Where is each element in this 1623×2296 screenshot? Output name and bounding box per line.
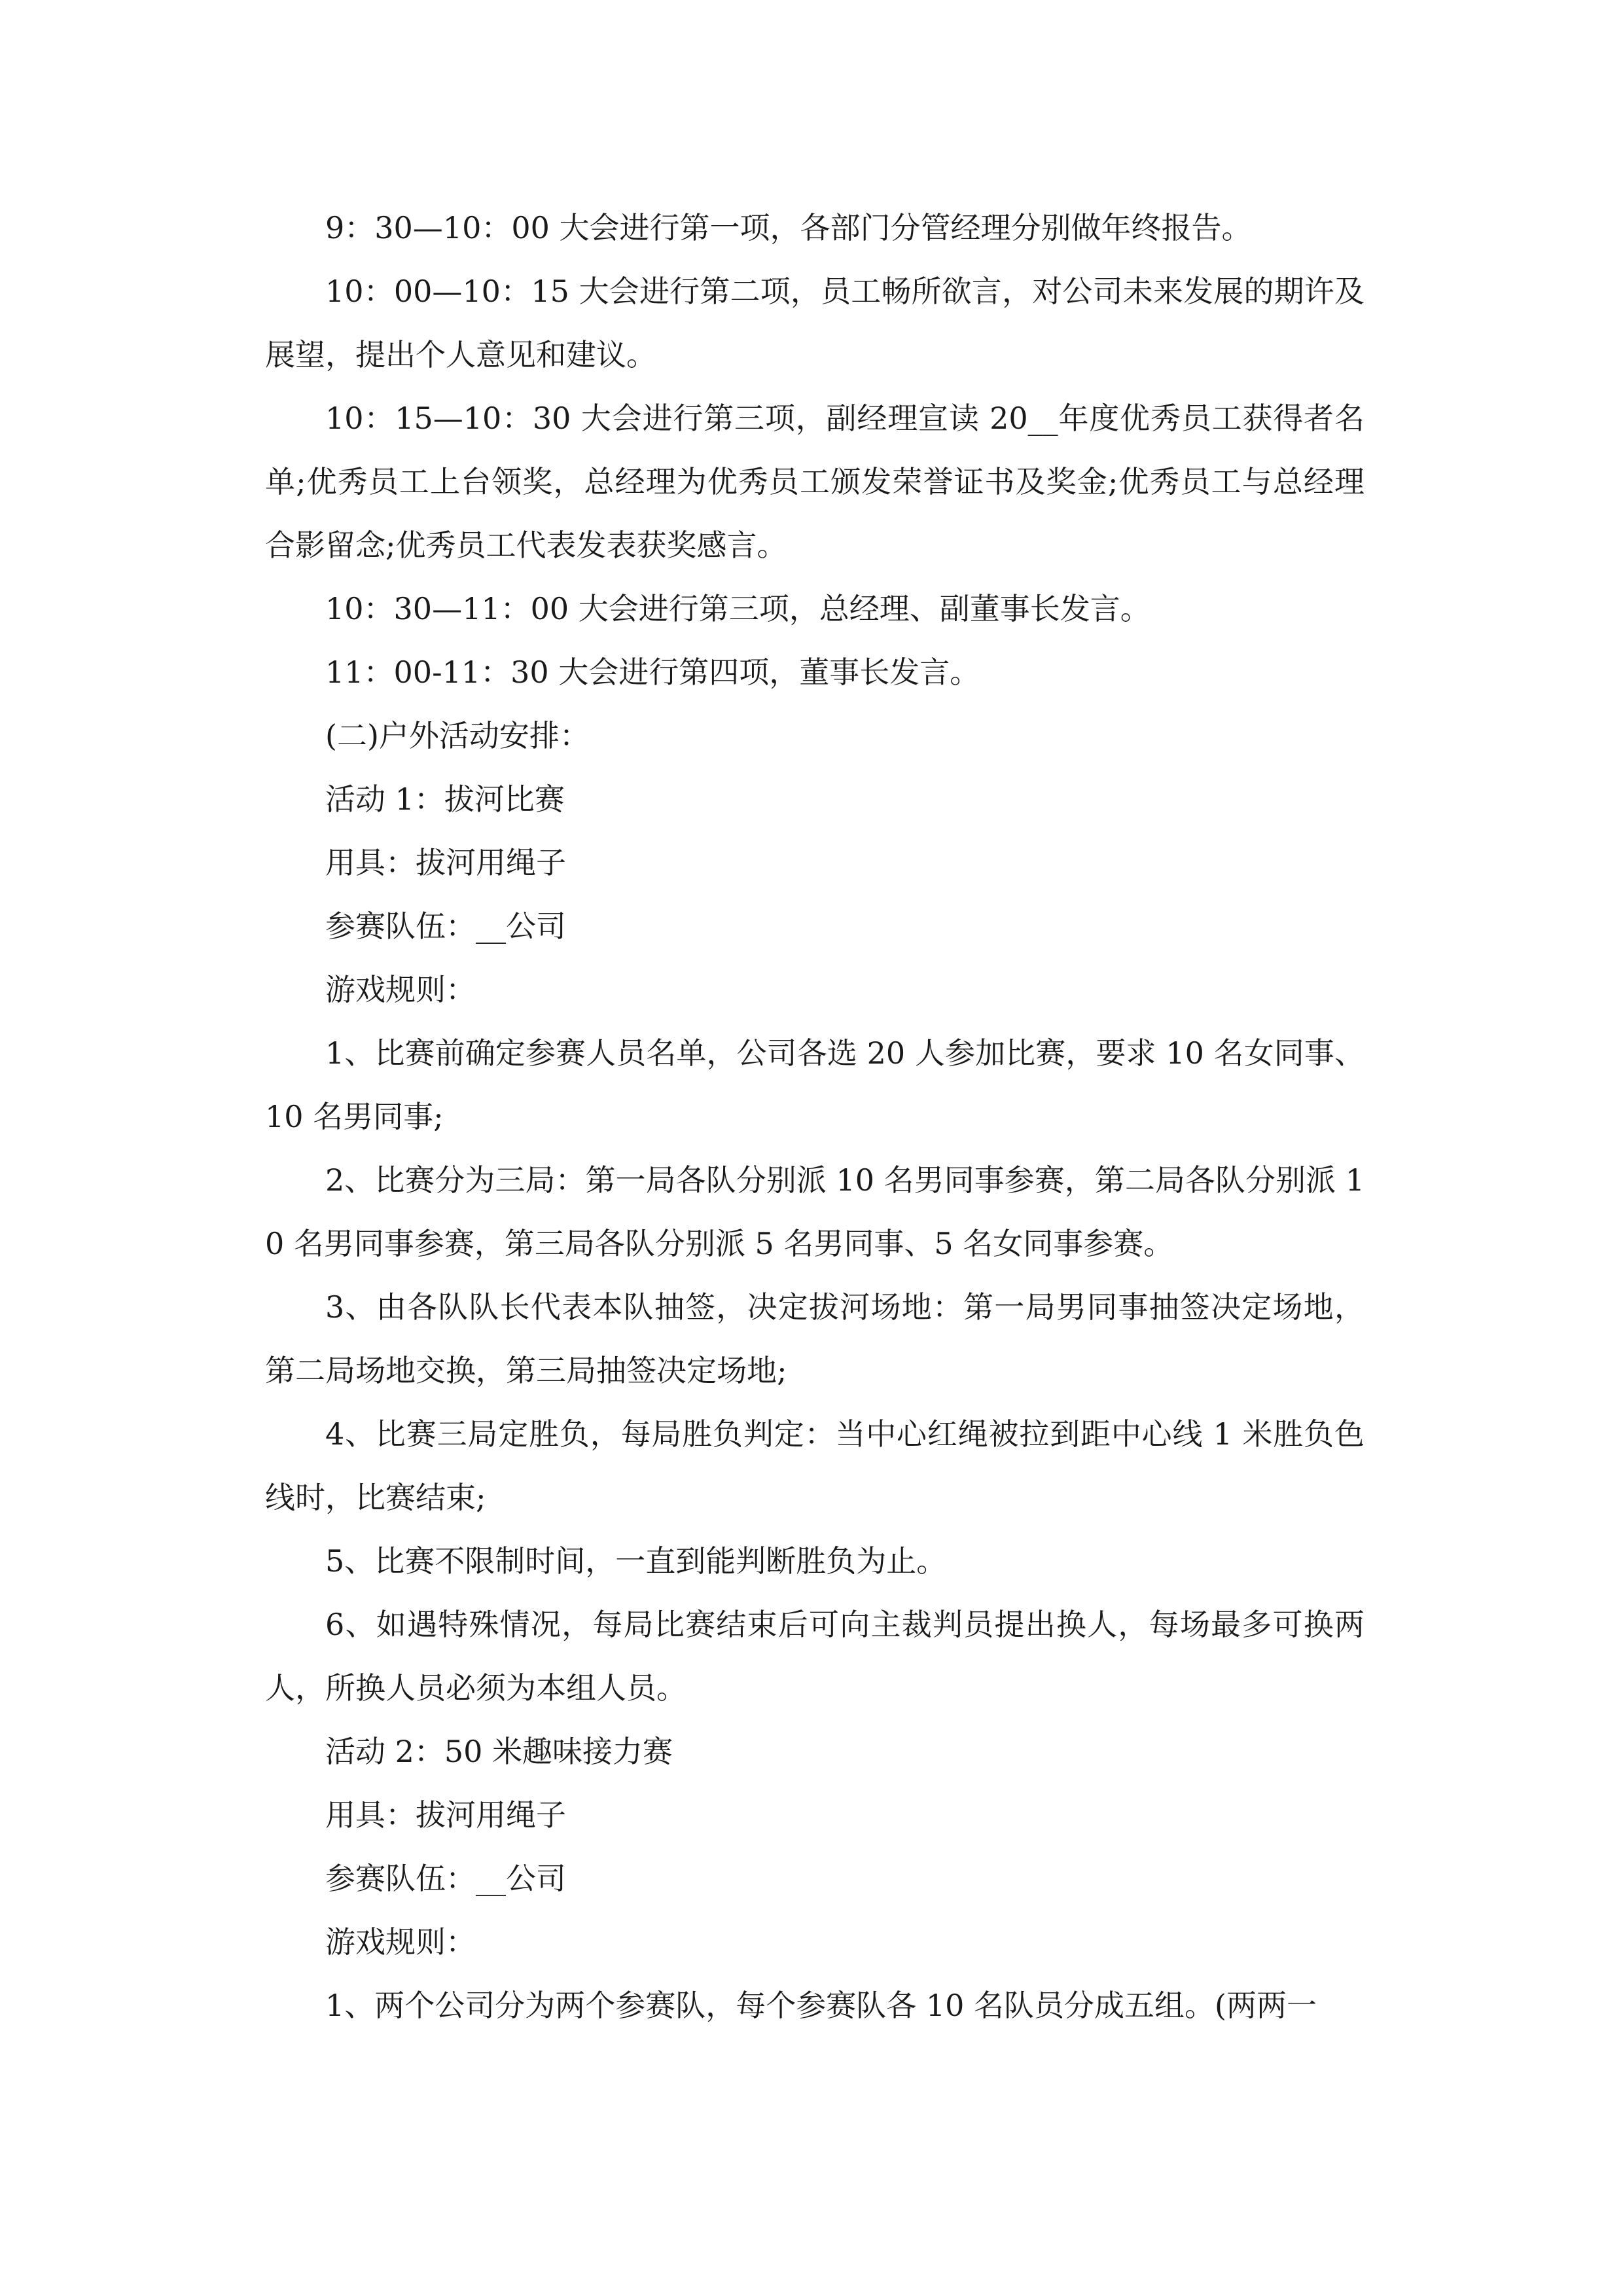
document-body <box>265 196 1364 2037</box>
activity-2-equipment: 用具：拔河用绳子 <box>325 1797 566 1833</box>
activity-1-equipment: 用具：拔河用绳子 <box>325 845 566 880</box>
paragraph-agenda-4: 10：30—11：00 大会进行第三项，总经理、副董事长发言。 <box>325 591 1150 626</box>
activity-1-rule-1: 1、比赛前确定参赛人员名单，公司各选 20 人参加比赛，要求 10 名女同事、10 名男同事; <box>265 1035 1364 1134</box>
paragraph-agenda-5: 11：00-11：30 大会进行第四项，董事长发言。 <box>325 655 980 690</box>
activity-1-rules-heading: 游戏规则： <box>325 972 476 1007</box>
activity-1-rule-3: 3、由各队队长代表本队抽签，决定拔河场地：第一局男同事抽签决定场地，第二局场地交换，第三局抽签决定场地; <box>265 1289 1364 1388</box>
section-heading-outdoor: (二)户外活动安排： <box>325 718 590 753</box>
activity-2-title: 活动 2：50 米趣味接力赛 <box>325 1734 673 1769</box>
paragraph-agenda-2: 10：00—10：15 大会进行第二项，员工畅所欲言，对公司未来发展的期许及展望，提出个人意见和建议。 <box>265 274 1364 372</box>
activity-2-rule-1: 1、两个公司分为两个参赛队，每个参赛队各 10 名队员分成五组。(两两一 <box>325 1988 1317 2023</box>
activity-1-rule-6: 6、如遇特殊情况，每局比赛结束后可向主裁判员提出换人，每场最多可换两人，所换人员必须为本组人员。 <box>265 1607 1364 1706</box>
paragraph-agenda-1: 9：30—10：00 大会进行第一项，各部门分管经理分别做年终报告。 <box>325 210 1252 245</box>
activity-1-teams: 参赛队伍：__公司 <box>325 908 566 944</box>
activity-2-teams: 参赛队伍：__公司 <box>325 1861 566 1896</box>
activity-2-rules-heading: 游戏规则： <box>325 1924 476 1960</box>
activity-1-rule-4: 4、比赛三局定胜负，每局胜负判定：当中心红绳被拉到距中心线 1 米胜负色线时，比赛结束; <box>265 1416 1364 1515</box>
activity-1-rule-2: 2、比赛分为三局：第一局各队分别派 10 名男同事参赛，第二局各队分别派 10 名男同事参赛，第三局各队分别派 5 名男同事、5 名女同事参赛。 <box>265 1162 1364 1261</box>
paragraph-agenda-3: 10：15—10：30 大会进行第三项，副经理宣读 20__年度优秀员工获得者名单;优秀员工上台领奖，总经理为优秀员工颁发荣誉证书及奖金;优秀员工与总经理合影留念;优秀员工代表发表获奖感言。 <box>265 401 1364 563</box>
activity-1-rule-5: 5、比赛不限制时间，一直到能判断胜负为止。 <box>325 1543 947 1579</box>
activity-1-title: 活动 1：拔河比赛 <box>325 781 565 817</box>
